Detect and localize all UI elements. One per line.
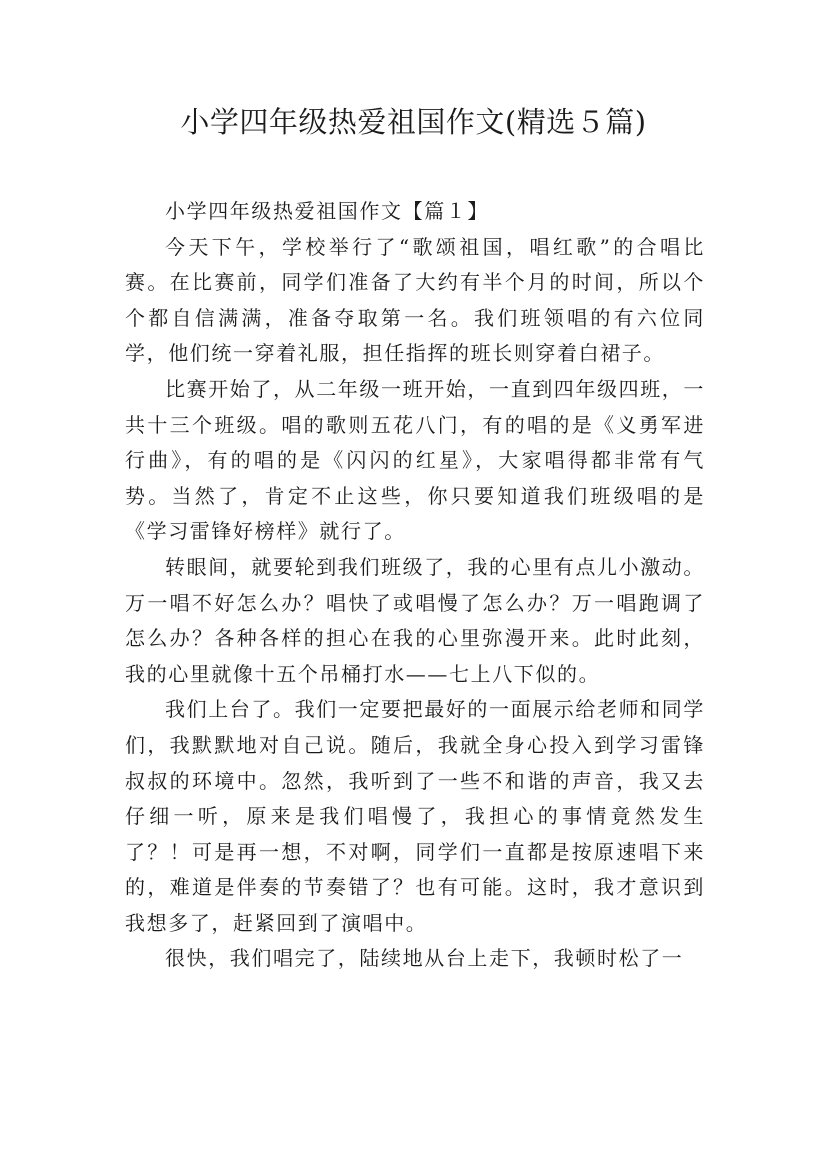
article-body <box>125 194 705 977</box>
paragraph: 我们上台了。我们一定要把最好的一面展示给老师和同学们，我默默地对自己说。随后，我就全身心投入到学习雷锋叔叔的环境中。忽然，我听到了一些不和谐的声音，我又去仔细一听，原来是我们唱慢了，我担心的事情竟然发生了？！可是再一想，不对啊，同学们一直都是按原速唱下来的，难道是伴奏的节奏错了？也有可能。这时，我才意识到我想多了，赶紧回到了演唱中。 <box>125 697 705 935</box>
paragraph: 今天下午，学校举行了“歌颂祖国，唱红歌”的合唱比赛。在比赛前，同学们准备了大约有半个月的时间，所以个个都自信满满，准备夺取第一名。我们班领唱的有六位同学，他们统一穿着礼服，担任指挥的班长则穿着白裙子。 <box>125 234 705 366</box>
paragraph: 转眼间，就要轮到我们班级了，我的心里有点儿小激动。万一唱不好怎么办？唱快了或唱慢了怎么办？万一唱跑调了怎么办？各种各样的担心在我的心里弥漫开来。此时此刻，我的心里就像十五个吊桶打水——七上八下似的。 <box>125 554 705 686</box>
section-heading: 小学四年级热爱祖国作文【篇１】 <box>165 199 489 223</box>
document-title: 小学四年级热爱祖国作文(精选５篇) <box>180 105 647 139</box>
paragraph: 很快，我们唱完了，陆续地从台上走下，我顿时松了一 <box>165 946 684 971</box>
paragraph: 比赛开始了，从二年级一班开始，一直到四年级四班，一共十三个班级。唱的歌则五花八门，有的唱的是《义勇军进行曲》，有的唱的是《闪闪的红星》，大家唱得都非常有气势。当然了，肯定不止这些，你只要知道我们班级唱的是《学习雷锋好榜样》就行了。 <box>125 376 705 544</box>
